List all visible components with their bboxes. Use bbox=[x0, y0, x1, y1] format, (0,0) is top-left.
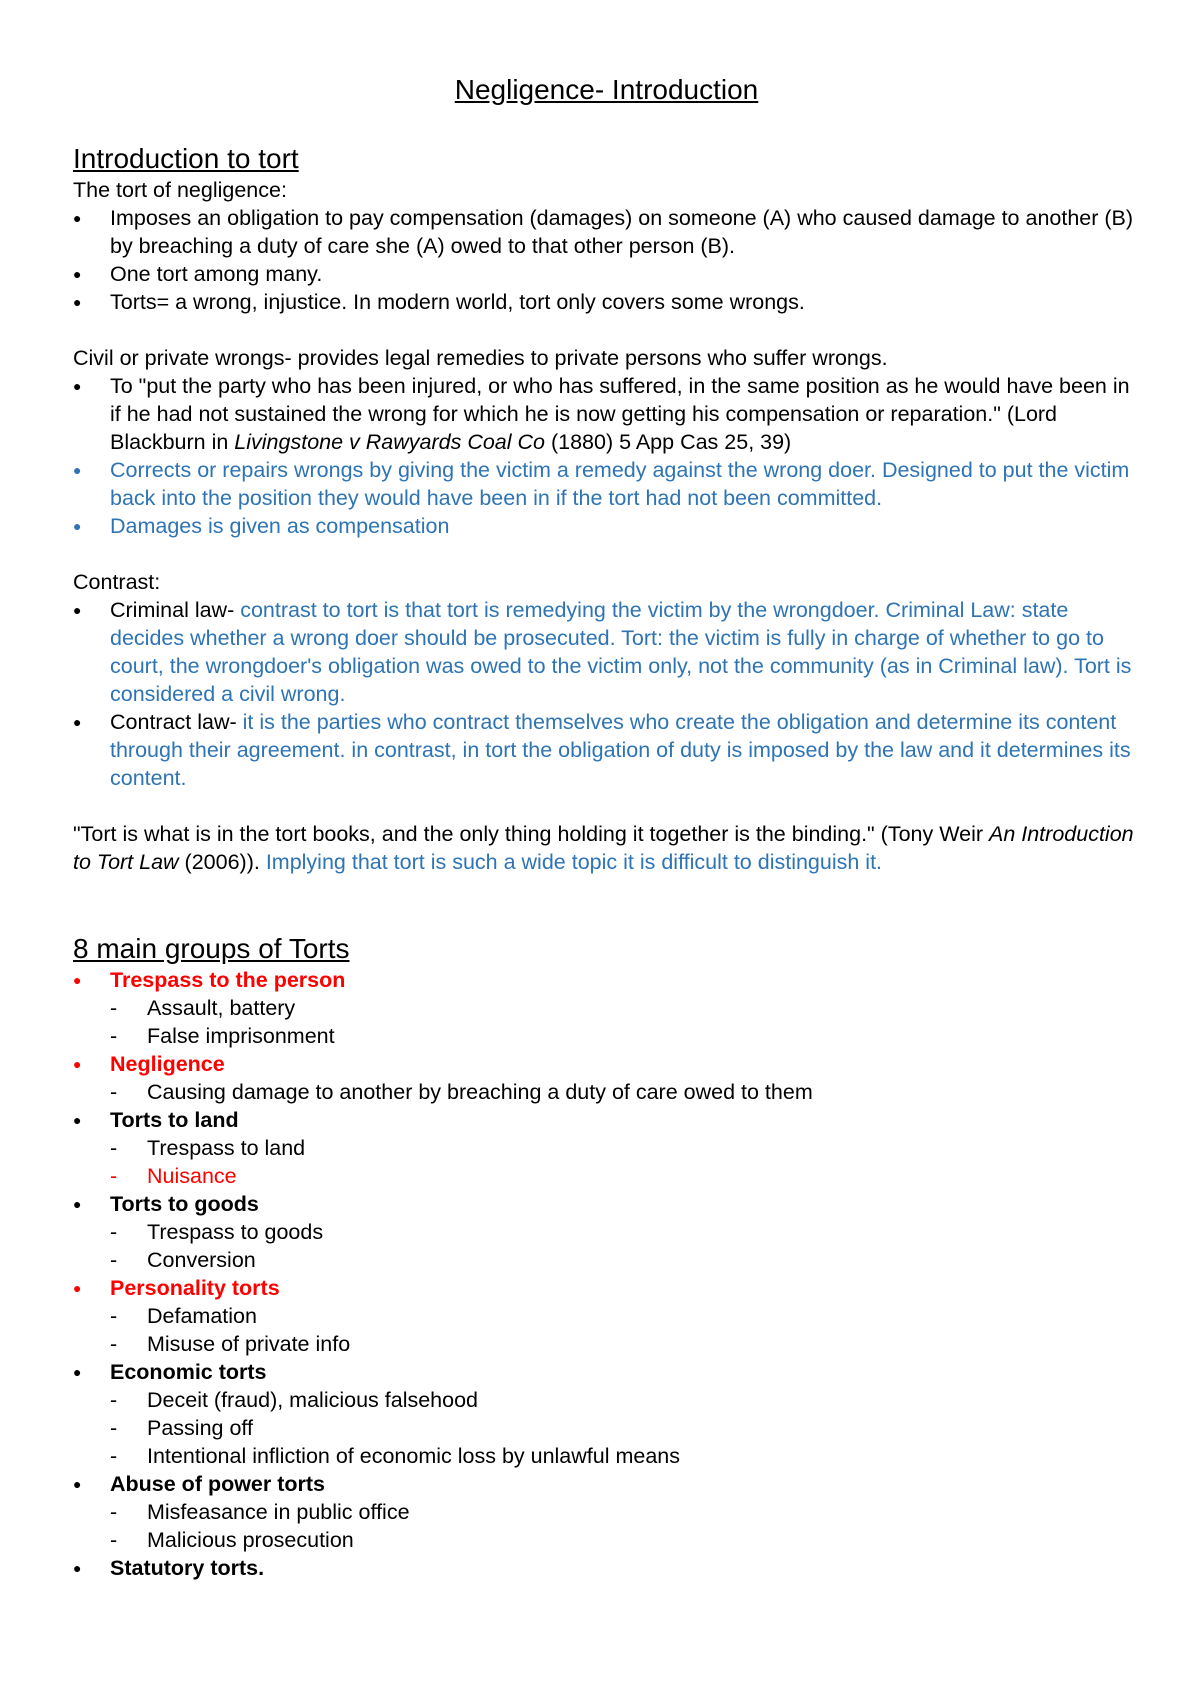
list-item bbox=[73, 596, 1140, 708]
sub-item: - Defamation bbox=[110, 1302, 1140, 1330]
list-item: ● Corrects or repairs wrongs by giving the victim a remedy against the wrong doer. Designed to put the victim back into the position they would have been in if the tort had not been committed. bbox=[73, 456, 1140, 512]
sub-item: - False imprisonment bbox=[110, 1022, 1140, 1050]
quote-text: To "put the party who has been injured, or who has suffered, in the same position as he would have been in if he had not sustained the wrong for which he is now getting his compensation or reparation." (Lord Blackburn in bbox=[110, 374, 1130, 454]
list-item: ● Imposes an obligation to pay compensation (damages) on someone (A) who caused damage to another (B) by breaching a duty of care she (A) owed to that other person (B). bbox=[73, 204, 1140, 260]
sub-item: - Conversion bbox=[110, 1246, 1140, 1274]
contrast-lead: Contrast: bbox=[73, 570, 161, 594]
sub-item: - Causing damage to another by breaching a duty of care owed to them bbox=[110, 1078, 1140, 1106]
group-item: ● Torts to land bbox=[73, 1106, 1140, 1134]
group-item: ● Abuse of power torts bbox=[73, 1470, 1140, 1498]
sub-item: - Passing off bbox=[110, 1414, 1140, 1442]
intro-lead: The tort of negligence: bbox=[73, 178, 287, 202]
weir-quote-paragraph bbox=[73, 820, 1140, 876]
groups-list bbox=[73, 966, 1140, 1582]
group-sub-wrapper bbox=[73, 1134, 1140, 1190]
group-sub-wrapper bbox=[73, 1078, 1140, 1106]
criminal-law-label: Criminal law- bbox=[110, 598, 241, 622]
section-heading-groups: 8 main groups of Torts bbox=[73, 933, 350, 964]
contract-law-label: Contract law- bbox=[110, 710, 243, 734]
contrast-bullet-list bbox=[73, 596, 1140, 792]
document-title: Negligence- Introduction bbox=[454, 74, 759, 105]
sub-item: - Malicious prosecution bbox=[110, 1526, 1140, 1554]
sub-item: - Misfeasance in public office bbox=[110, 1498, 1140, 1526]
sub-item: - Deceit (fraud), malicious falsehood bbox=[110, 1386, 1140, 1414]
group-sub-wrapper bbox=[73, 994, 1140, 1050]
list-item bbox=[73, 708, 1140, 792]
weir-note: Implying that tort is such a wide topic it is difficult to distinguish it. bbox=[265, 850, 883, 874]
section-heading-introduction: Introduction to tort bbox=[73, 143, 299, 174]
group-sub-wrapper bbox=[73, 1218, 1140, 1274]
sub-item: - Assault, battery bbox=[110, 994, 1140, 1022]
sub-item: - Trespass to goods bbox=[110, 1218, 1140, 1246]
sub-item: - Misuse of private info bbox=[110, 1330, 1140, 1358]
group-item: ● Personality torts bbox=[73, 1274, 1140, 1302]
group-sub-wrapper bbox=[73, 1386, 1140, 1470]
intro-bullet-list bbox=[73, 204, 1140, 316]
list-item: ● Torts= a wrong, injustice. In modern world, tort only covers some wrongs. bbox=[73, 288, 1140, 316]
group-item: ● Trespass to the person bbox=[73, 966, 1140, 994]
sub-item: - Trespass to land bbox=[110, 1134, 1140, 1162]
case-name: Livingstone v Rawyards Coal Co bbox=[234, 430, 545, 454]
spacer bbox=[73, 876, 1140, 932]
group-item: ● Economic torts bbox=[73, 1358, 1140, 1386]
group-item: ● Torts to goods bbox=[73, 1190, 1140, 1218]
weir-quote: "Tort is what is in the tort books, and the only thing holding it together is the binding." (Tony Weir bbox=[73, 822, 989, 846]
group-sub-list bbox=[73, 1078, 1140, 1106]
civil-bullet-list bbox=[73, 372, 1140, 540]
spacer bbox=[73, 540, 1140, 568]
list-item: ● One tort among many. bbox=[73, 260, 1140, 288]
group-sub-list bbox=[73, 1498, 1140, 1554]
group-sub-wrapper bbox=[73, 1302, 1140, 1358]
group-item: ● Negligence bbox=[73, 1050, 1140, 1078]
civil-wrongs-lead: Civil or private wrongs- provides legal remedies to private persons who suffer wrongs. bbox=[73, 346, 888, 370]
group-sub-list bbox=[73, 1386, 1140, 1470]
sub-item: - Intentional infliction of economic loss by unlawful means bbox=[110, 1442, 1140, 1470]
spacer bbox=[73, 792, 1140, 820]
spacer bbox=[73, 316, 1140, 344]
group-sub-list bbox=[73, 1218, 1140, 1274]
group-item: ● Statutory torts. bbox=[73, 1554, 1140, 1582]
group-sub-list bbox=[73, 1302, 1140, 1358]
citation: (1880) 5 App Cas 25, 39) bbox=[545, 430, 792, 454]
group-sub-list bbox=[73, 1134, 1140, 1190]
criminal-law-note: contrast to tort is that tort is remedying the victim by the wrongdoer. Criminal Law: state decides whether a wrong doer should be prosecuted. Tort: the victim is fully in charge of whether to go to court, the wrongdoer's obligation was owed to the victim only, not the community (as in Criminal law). Tort is considered a civil wrong. bbox=[110, 598, 1132, 706]
list-item: ● Damages is given as compensation bbox=[73, 512, 1140, 540]
list-item bbox=[73, 372, 1140, 456]
book-year: (2006)). bbox=[178, 850, 266, 874]
contract-law-note: it is the parties who contract themselves who create the obligation and determine its content through their agreement. in contrast, in tort the obligation of duty is imposed by the law and it determines its content. bbox=[110, 710, 1131, 790]
book-title: An Introduction to Tort Law bbox=[73, 822, 1134, 874]
group-sub-list bbox=[73, 994, 1140, 1050]
group-sub-wrapper bbox=[73, 1498, 1140, 1554]
sub-item: - Nuisance bbox=[110, 1162, 1140, 1190]
